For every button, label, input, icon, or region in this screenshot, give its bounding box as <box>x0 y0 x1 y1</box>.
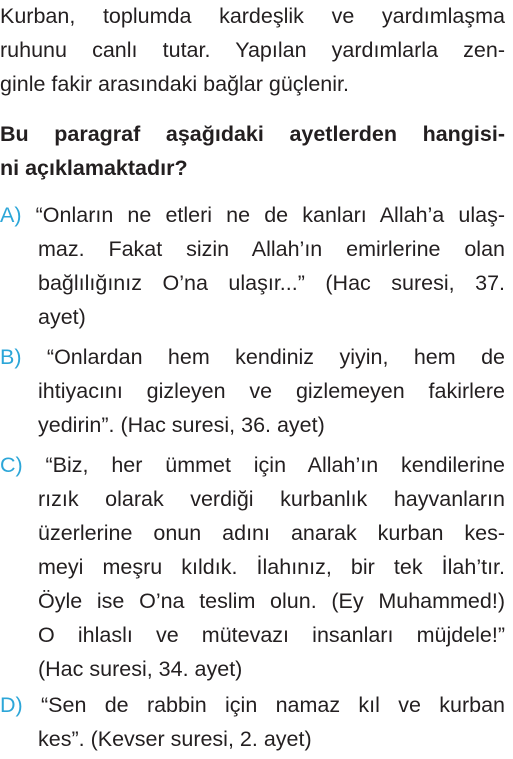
paragraph-line: ruhunu canlı tutar. Yapılan yardımlarla zen- <box>0 38 505 62</box>
option-line: Öyle ise O’na teslim olun. (Ey Muhammed!) <box>38 589 505 613</box>
option-line: ayet) <box>38 305 86 329</box>
option-line: üzerlerine onun adını anarak kurban kes- <box>38 521 505 545</box>
paragraph-line: ginle fakir arasındaki bağlar güçlenir. <box>0 72 349 96</box>
option-line: O ihlaslı ve mütevazı insanları müjdele!” <box>38 623 505 647</box>
option-letter: C) <box>0 453 23 477</box>
option-letter: A) <box>0 203 22 227</box>
option-line: “Sen de rabbin için namaz kıl ve kurban <box>41 693 505 717</box>
option-line: “Onların ne etleri ne de kanları Allah’a ulaş- <box>35 203 505 227</box>
paragraph-line: Kurban, toplumda kardeşlik ve yardımlaşma <box>0 4 505 28</box>
option-letter: B) <box>0 345 22 369</box>
question-line: ni açıklamaktadır? <box>0 156 188 180</box>
option-line: ihtiyacını gizleyen ve gizlemeyen fakirlere <box>38 379 505 403</box>
option-line: bağlılığınız O’na ulaşır...” (Hac suresi, 37. <box>38 271 505 295</box>
option-letter: D) <box>0 693 23 717</box>
option-line: rızık olarak verdiği kurbanlık hayvanların <box>38 487 505 511</box>
option-line: “Onlardan hem kendiniz yiyin, hem de <box>46 345 505 369</box>
option-line: maz. Fakat sizin Allah’ın emirlerine olan <box>38 237 505 261</box>
option-line: (Hac suresi, 34. ayet) <box>38 657 243 681</box>
option-line: yedirin”. (Hac suresi, 36. ayet) <box>38 413 325 437</box>
option-line: kes”. (Kevser suresi, 2. ayet) <box>38 727 312 751</box>
question-line: Bu paragraf aşağıdaki ayetlerden hangisi- <box>0 122 505 146</box>
option-line: “Biz, her ümmet için Allah’ın kendilerine <box>45 453 505 477</box>
option-line: meyi meşru kıldık. İlahınız, bir tek İlah’tır. <box>38 555 505 579</box>
